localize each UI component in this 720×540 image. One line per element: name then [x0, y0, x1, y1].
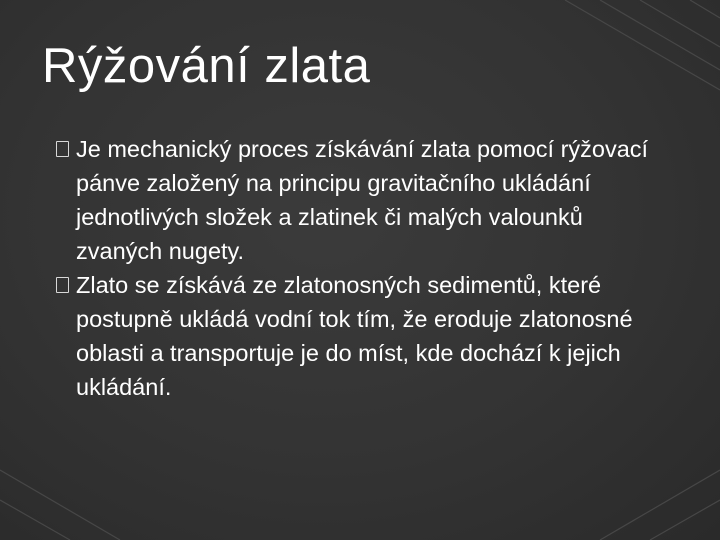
decor-line: [600, 470, 720, 540]
decor-line: [650, 500, 720, 540]
slide-title: Rýžování zlata: [42, 39, 371, 93]
decor-line: [0, 470, 120, 540]
bullet-text: Je mechanický proces získávání zlata pomocí rýžovací pánve založený na principu gravitačního ukládání jednotlivých složek a zlatinek či malých valounků zvaných nugety.: [76, 136, 649, 264]
bullet-item: [60, 268, 650, 404]
decor-line: [690, 0, 720, 18]
square-bullet-icon: [56, 141, 69, 157]
decor-line: [565, 0, 720, 90]
decor-line: [0, 500, 70, 540]
bullet-text: Zlato se získává ze zlatonosných sedimentů, které postupně ukládá vodní tok tím, že eroduje zlatonosné oblasti a transportuje je do míst, kde dochází k jejich ukládání.: [76, 272, 633, 400]
bullet-list: [60, 132, 650, 404]
decor-line: [640, 0, 720, 47]
square-bullet-icon: [56, 277, 69, 293]
decor-line: [600, 0, 720, 70]
bullet-item: [60, 132, 650, 268]
